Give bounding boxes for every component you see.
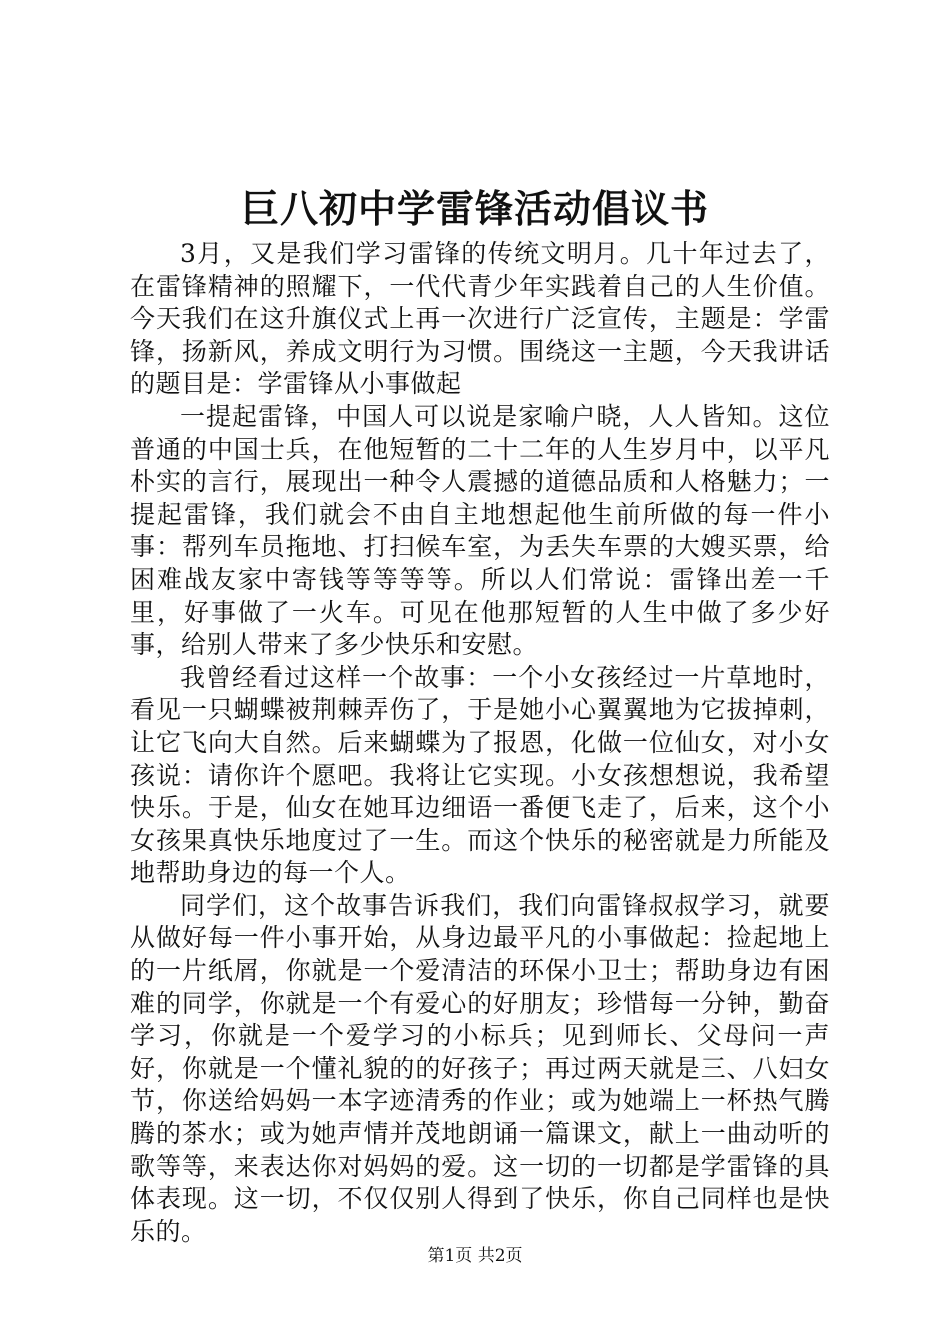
document-title: 巨八初中学雷锋活动倡议书 [240,186,709,231]
paragraph-2: 一提起雷锋，中国人可以说是家喻户晓，人人皆知。这位普通的中国士兵，在他短暂的二十二年的人生岁月中，以平凡朴实的言行，展现出一种令人震撼的道德品质和人格魅力；一提起雷锋，我们就会不由自主地想起他生前所做的每一件小事：帮列车员拖地、打扫候车室，为丢失车票的大嫂买票，给困难战友家中寄钱等等等等。所以人们常说：雷锋出差一千里，好事做了一火车。可见在他那短暂的人生中做了多少好事，给别人带来了多少快乐和安慰。 [130,401,830,660]
page-number-footer: 第1页 共2页 [427,1246,523,1266]
paragraph-3: 我曾经看过这样一个故事：一个小女孩经过一片草地时，看见一只蝴蝶被荆棘弄伤了，于是她小心翼翼地为它拔掉刺，让它飞向大自然。后来蝴蝶为了报恩，化做一位仙女，对小女孩说：请你许个愿吧。我将让它实现。小女孩想想说，我希望快乐。于是，仙女在她耳边细语一番便飞走了，后来，这个小女孩果真快乐地度过了一生。而这个快乐的秘密就是力所能及地帮助身边的每一个人。 [130,662,830,888]
paragraph-4: 同学们，这个故事告诉我们，我们向雷锋叔叔学习，就要从做好每一件小事开始，从身边最平凡的小事做起：捡起地上的一片纸屑，你就是一个爱清洁的环保小卫士；帮助身边有困难的同学，你就是一个有爱心的好朋友；珍惜每一分钟，勤奋学习，你就是一个爱学习的小标兵；见到师长、父母问一声好，你就是一个懂礼貌的的好孩子；再过两天就是三、八妇女节，你送给妈妈一本字迹清秀的作业；或为她端上一杯热气腾腾的茶水；或为她声情并茂地朗诵一篇课文，献上一曲动听的歌等等，来表达你对妈妈的爱。这一切的一切都是学雷锋的具体表现。这一切，不仅仅别人得到了快乐，你自己同样也是快乐的。 [130,890,830,1246]
paragraph-1: 3月，又是我们学习雷锋的传统文明月。几十年过去了，在雷锋精神的照耀下，一代代青少年实践着自己的人生价值。今天我们在这升旗仪式上再一次进行广泛宣传，主题是：学雷锋，扬新风，养成文明行为习惯。围绕这一主题，今天我讲话的题目是：学雷锋从小事做起 [130,239,830,399]
document-body [130,238,830,1248]
